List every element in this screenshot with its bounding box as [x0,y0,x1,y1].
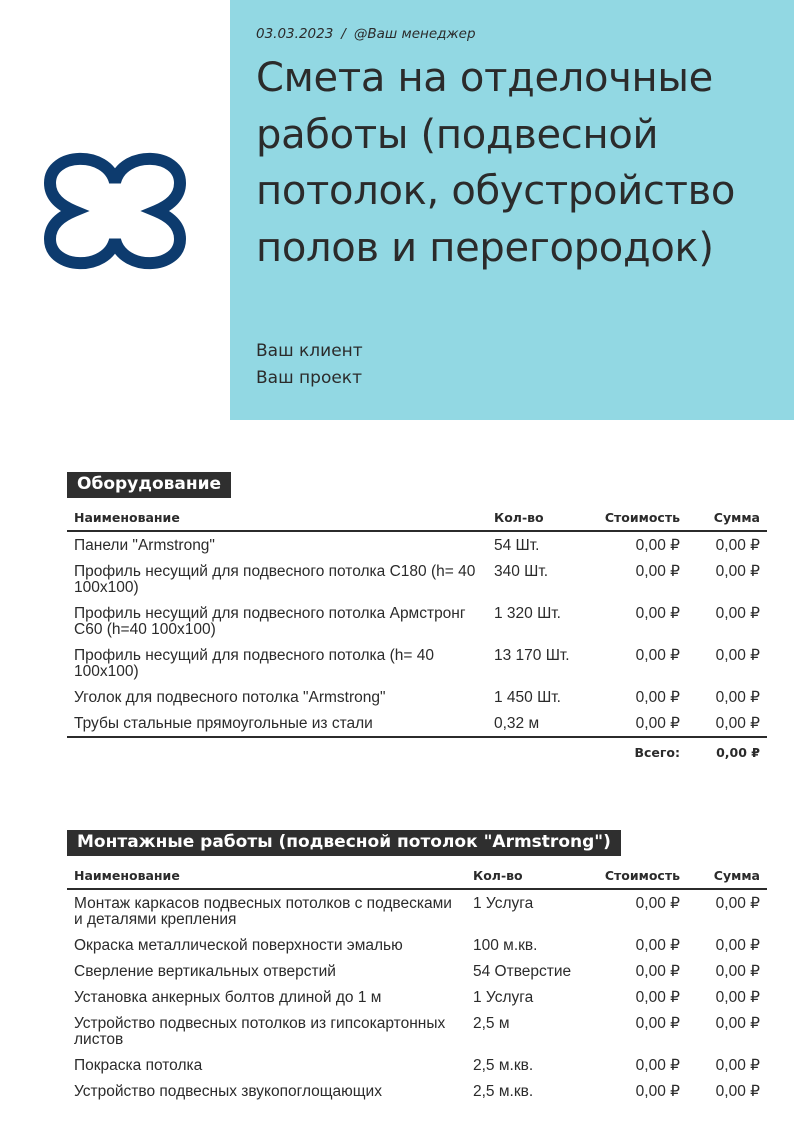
meta-separator: / [341,26,346,42]
cell-qty: 13 170 Шт. [494,647,570,664]
cell-price: 0,00 ₽ [635,647,680,664]
cell-sum: 0,00 ₽ [715,1057,760,1074]
total-row [67,737,767,765]
cell-sum: 0,00 ₽ [715,895,760,912]
section-title: Монтажные работы (подвесной потолок "Armstrong") [67,830,621,856]
header-panel [230,0,794,420]
cell-qty: 54 Шт. [494,537,540,554]
cell-price: 0,00 ₽ [587,710,687,737]
cell-qty: 1 Услуга [473,989,534,1006]
table-row [67,932,767,958]
manager: @Ваш менеджер [353,26,476,42]
column-header-qty: Кол-во [487,507,587,531]
quatrefoil-logo-icon [40,136,190,286]
equipment-section [67,472,767,765]
cell-name: Окраска металлической поверхности эмалью [74,937,403,954]
cell-qty: 2,5 м [473,1015,510,1032]
cell-name: Устройство подвесных потолков из гипсокартонных листов [74,1015,446,1048]
column-header-name: Наименование [67,507,487,531]
cell-sum: 0,00 ₽ [715,963,760,980]
cell-price: 0,00 ₽ [635,1015,680,1032]
cell-price: 0,00 ₽ [635,1083,680,1100]
cell-sum: 0,00 ₽ [715,989,760,1006]
cell-price: 0,00 ₽ [635,989,680,1006]
cell-name: Профиль несущий для подвесного потолка (h= 40 100x100) [74,647,434,680]
cell-name: Панели "Armstrong" [74,537,215,554]
cell-qty: 1 Услуга [473,895,534,912]
column-header-price: Стоимость [587,507,687,531]
table-row [67,558,767,600]
cell-qty: 100 м.кв. [473,937,538,954]
section-title: Оборудование [67,472,231,498]
table-row [67,684,767,710]
cell-sum: 0,00 ₽ [687,710,767,737]
cell-sum: 0,00 ₽ [715,689,760,706]
empty-cell [487,737,587,765]
client-name: Ваш клиент [256,341,363,361]
cell-name: Устройство подвесных звукопоглощающих [74,1083,382,1100]
table-row [67,958,767,984]
cell-qty: 0,32 м [487,710,587,737]
cell-qty: 2,5 м.кв. [473,1083,534,1100]
cell-qty: 340 Шт. [494,563,549,580]
equipment-table [67,507,767,765]
page-title: Смета на отделочные работы (подвесной потолок, обустройство полов и перегородок) [256,55,736,271]
column-header-qty: Кол-во [466,865,587,889]
cell-price: 0,00 ₽ [635,1057,680,1074]
column-header-name: Наименование [67,865,466,889]
column-header-price: Стоимость [587,865,687,889]
meta-line [256,26,476,42]
cell-name: Профиль несущий для подвесного потолка Армстронг С60 (h=40 100x100) [74,605,466,638]
table-row [67,600,767,642]
table-row [67,1010,767,1052]
cell-qty: 54 Отверстие [473,963,572,980]
cell-price: 0,00 ₽ [635,605,680,622]
installation-table [67,865,767,1104]
cell-sum: 0,00 ₽ [715,563,760,580]
cell-sum: 0,00 ₽ [715,605,760,622]
cell-qty: 1 450 Шт. [494,689,561,706]
table-row [67,642,767,684]
table-row [67,710,767,737]
cell-name: Уголок для подвесного потолка "Armstrong" [74,689,386,706]
table-row [67,531,767,558]
cell-price: 0,00 ₽ [635,537,680,554]
cell-qty: 1 320 Шт. [494,605,561,622]
cell-price: 0,00 ₽ [635,563,680,580]
table-row [67,1052,767,1078]
cell-name: Трубы стальные прямоугольные из стали [67,710,487,737]
cell-sum: 0,00 ₽ [715,647,760,664]
project-name: Ваш проект [256,368,362,388]
column-header-sum: Сумма [687,865,767,889]
cell-sum: 0,00 ₽ [715,1015,760,1032]
cell-qty: 2,5 м.кв. [473,1057,534,1074]
cell-name: Установка анкерных болтов длиной до 1 м [74,989,382,1006]
installation-section [67,830,767,1104]
cell-name: Сверление вертикальных отверстий [74,963,336,980]
total-label: Всего: [634,745,680,760]
cell-price: 0,00 ₽ [635,937,680,954]
table-row [67,1078,767,1104]
cell-name: Профиль несущий для подвесного потолка С180 (h= 40 100x100) [74,563,476,596]
column-header-sum: Сумма [687,507,767,531]
cell-price: 0,00 ₽ [635,963,680,980]
table-header-row [67,865,767,889]
cell-name: Покраска потолка [74,1057,203,1074]
cell-sum: 0,00 ₽ [715,937,760,954]
cell-price: 0,00 ₽ [635,895,680,912]
cell-price: 0,00 ₽ [635,689,680,706]
cell-sum: 0,00 ₽ [715,1083,760,1100]
date: 03.03.2023 [256,26,334,42]
cell-sum: 0,00 ₽ [715,537,760,554]
table-header-row [67,507,767,531]
total-value: 0,00 ₽ [716,745,760,760]
empty-cell [67,737,487,765]
table-row [67,889,767,932]
cell-name: Монтаж каркасов подвесных потолков с подвесками и деталями крепления [74,895,452,928]
table-row [67,984,767,1010]
